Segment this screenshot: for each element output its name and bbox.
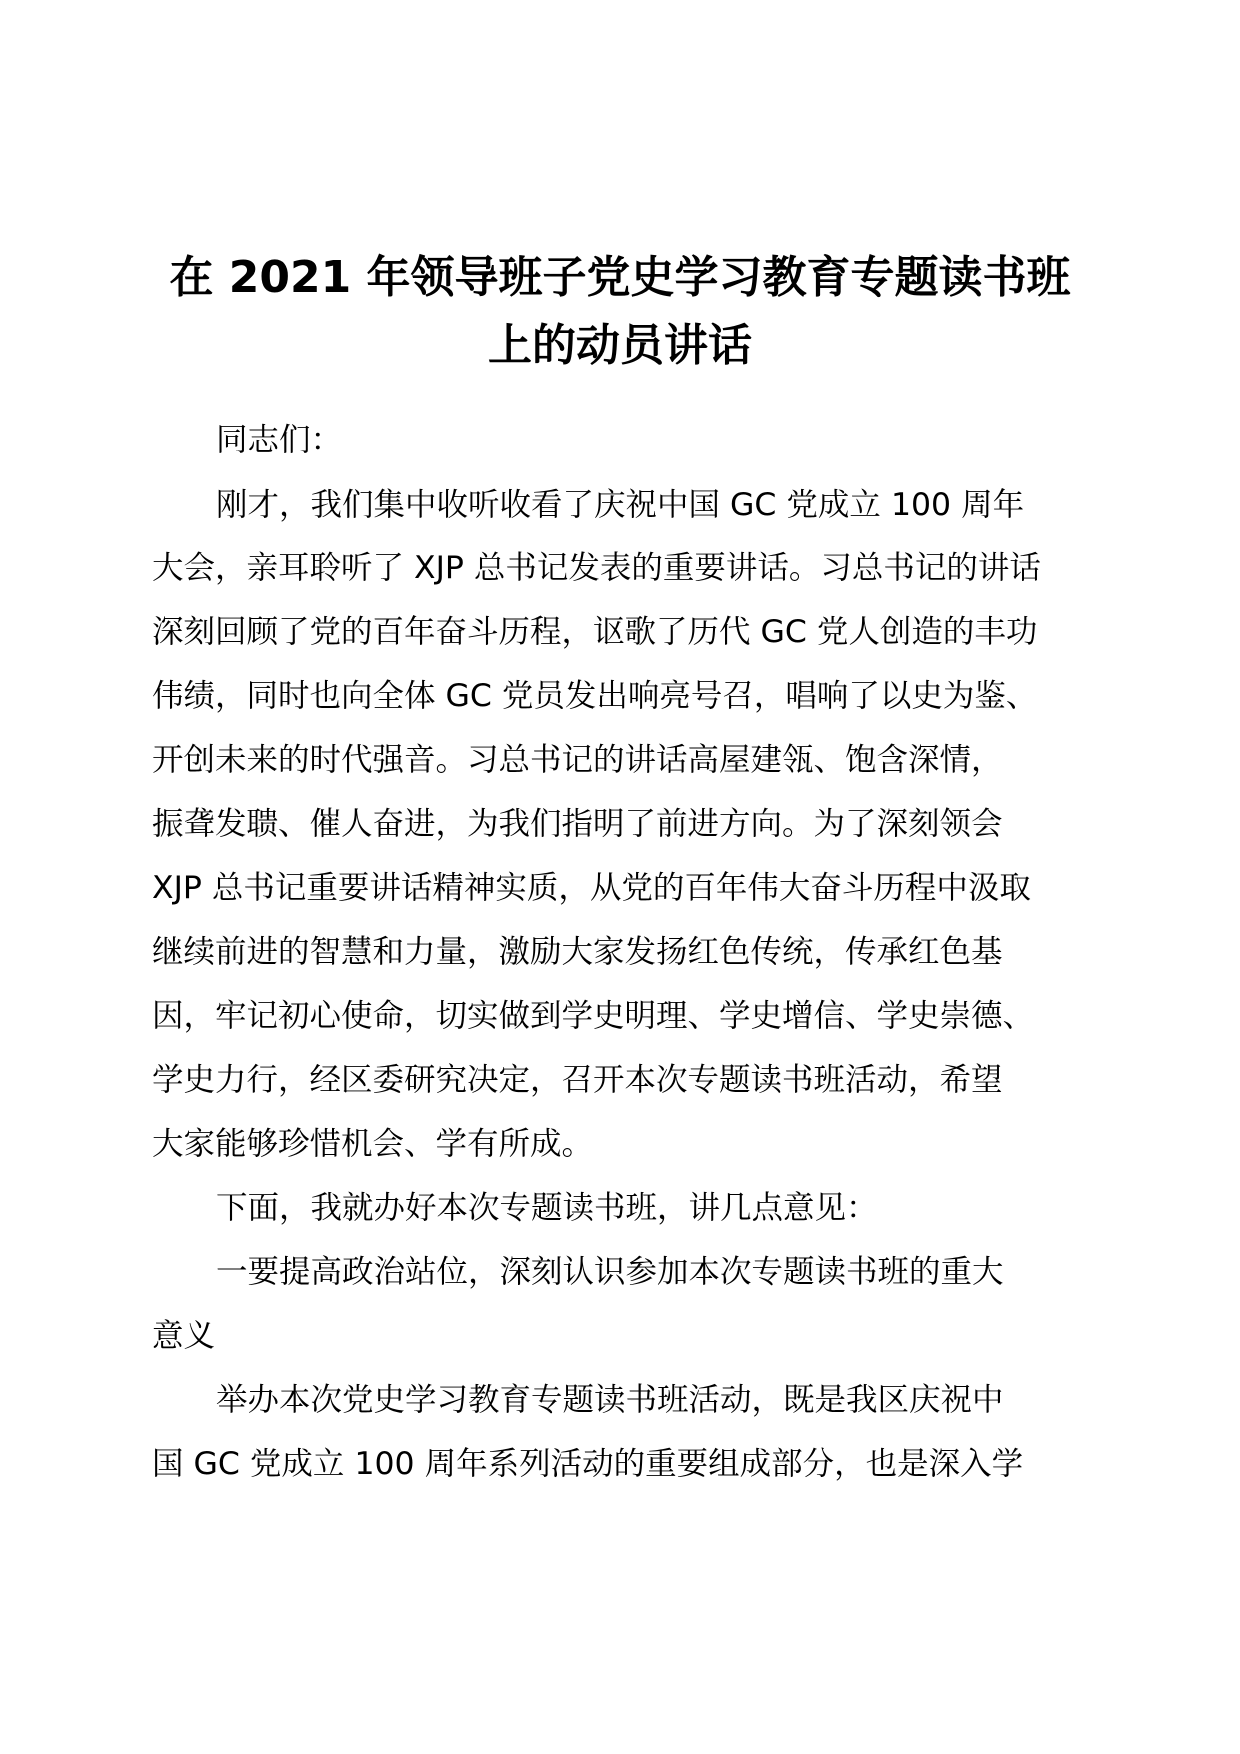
- document-title-line-1: 在 2021 年领导班子党史学习教育专题读书班: [169, 252, 1071, 303]
- paragraph-1-line-3: 深刻回顾了党的百年奋斗历程，讴歌了历代 GC 党人创造的丰功: [152, 614, 1038, 650]
- paragraph-1-line-9: 因，牢记初心使命，切实做到学史明理、学史增信、学史崇德、: [152, 998, 1035, 1034]
- paragraph-1-line-6: 振聋发聩、催人奋进，为我们指明了前进方向。为了深刻领会: [152, 806, 1003, 842]
- salutation: 同志们：: [216, 422, 343, 458]
- paragraph-3-line-1: 举办本次党史学习教育专题读书班活动，既是我区庆祝中: [216, 1382, 1004, 1418]
- paragraph-1-line-2: 大会，亲耳聆听了 XJP 总书记发表的重要讲话。习总书记的讲话: [152, 550, 1041, 586]
- paragraph-1-line-11: 大家能够珍惜机会、学有所成。: [152, 1126, 594, 1162]
- paragraph-3-line-2: 国 GC 党成立 100 周年系列活动的重要组成部分，也是深入学: [152, 1446, 1024, 1482]
- paragraph-2-line-1: 下面，我就办好本次专题读书班，讲几点意见：: [216, 1190, 878, 1226]
- paragraph-1-line-4: 伟绩，同时也向全体 GC 党员发出响亮号召，唱响了以史为鉴、: [152, 678, 1038, 714]
- document-title-line-2: 上的动员讲话: [488, 320, 752, 371]
- section-heading-line-2: 意义: [152, 1318, 216, 1354]
- paragraph-1-line-1: 刚才，我们集中收听收看了庆祝中国 GC 党成立 100 周年: [216, 487, 1025, 523]
- paragraph-1-line-8: 继续前进的智慧和力量，激励大家发扬红色传统，传承红色基: [152, 934, 1003, 970]
- paragraph-1-line-7: XJP 总书记重要讲话精神实质，从党的百年伟大奋斗历程中汲取: [152, 870, 1031, 906]
- paragraph-1-line-10: 学史力行，经区委研究决定，召开本次专题读书班活动，希望: [152, 1062, 1003, 1098]
- section-heading-line-1: 一要提高政治站位，深刻认识参加本次专题读书班的重大: [216, 1254, 1004, 1290]
- paragraph-1-line-5: 开创未来的时代强音。习总书记的讲话高屋建瓴、饱含深情，: [152, 742, 1003, 778]
